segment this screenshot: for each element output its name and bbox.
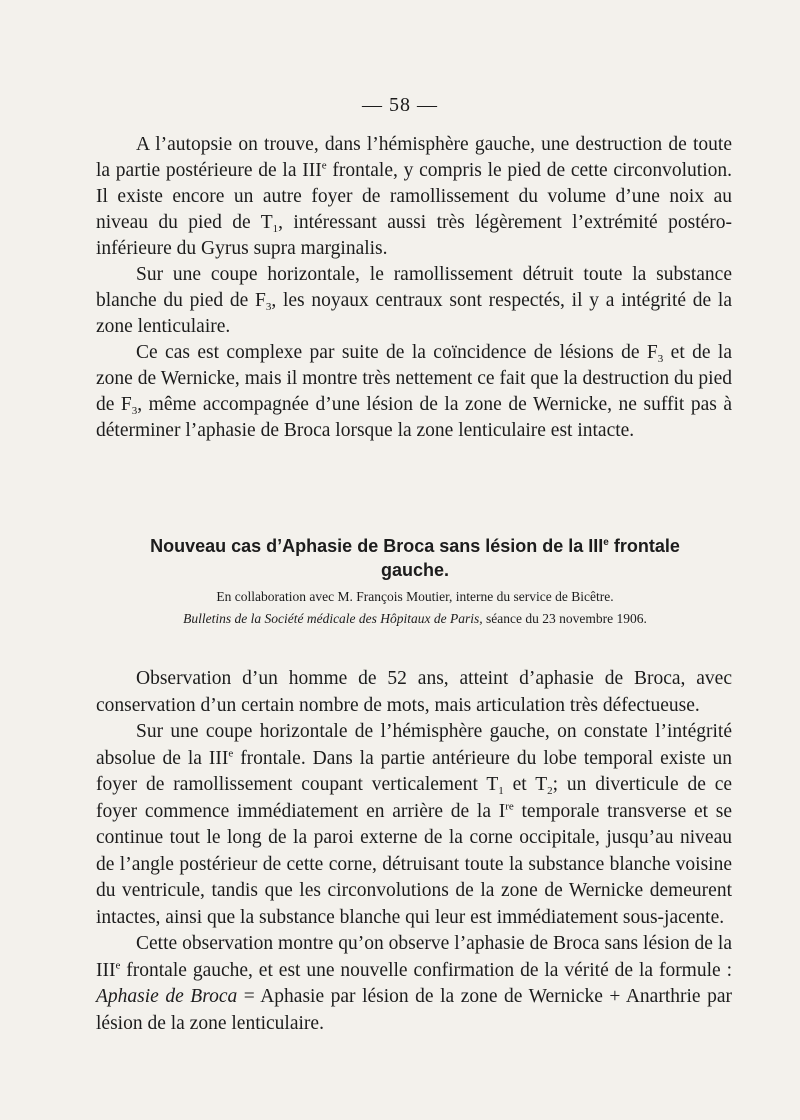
coupe-paragraph: Sur une coupe horizontale, le ramollissement détruit toute la substance blanche du pied de $F_3$, les noyaux centraux sont respectés, il y a intégrité de la zone lenticulaire. xyxy=(96,264,732,337)
conclusion-paragraph: Cette observation montre qu’on observe l’aphasie de Broca sans lésion de la IIIe frontale gauche, et est une nouvelle confirmation de la vérité de la formule : Aphasie de Broca = Aphasie par lésion de la zone de Wernicke + Anarthrie par lésion de la zone lenticulaire. xyxy=(96,933,732,1034)
new-case-text xyxy=(96,666,732,1037)
section-title: Nouveau cas d’Aphasie de Broca sans lésion de la IIIe frontale gauche. xyxy=(150,536,680,580)
findings-paragraph: Sur une coupe horizontale de l’hémisphère gauche, on constate l’intégrité absolue de la IIIe frontale. Dans la partie antérieure du lobe temporal existe un foyer de ramollissement coupant verticalement $T_1$ et $T_2$; un diverticule de ce foyer commence immédiatement en arrière de la Ire temporale transverse et se continue tout le long de la paroi externe de la corne occipitale, jusqu’au niveau de l’angle postérieur de cette corne, détruisant toute la substance blanche voisine du ventricule, tandis que les circonvolutions de la zone de Wernicke demeurent intactes, ainsi que la substance blanche qui leur est immédiatement sous-jacente. xyxy=(96,721,733,928)
seance-date: séance du 23 novembre 1906. xyxy=(482,611,647,626)
previous-case-text xyxy=(96,132,732,444)
observation-paragraph: Observation d’un homme de 52 ans, atteint d’aphasie de Broca, avec conservation d’un certain nombre de mots, mais articulation très défectueuse. xyxy=(96,668,732,716)
collaboration-line: En collaboration avec M. François Moutier, interne du service de Bicêtre. xyxy=(216,589,614,604)
complex-case-paragraph: Ce cas est complexe par suite de la coïncidence de lésions de $F_3$ et de la zone de Wernicke, mais il montre très nettement ce fait que la destruction du pied de $F_3$, même accompagnée d’une lésion de la zone de Wernicke, ne suffit pas à déterminer l’aphasie de Broca lorsque la zone lenticulaire est intacte. xyxy=(96,342,732,441)
byline xyxy=(80,586,750,630)
journal-title: Bulletins de la Société médicale des Hôpitaux de Paris, xyxy=(183,611,483,626)
page-number: — 58 — xyxy=(362,94,438,116)
citation-line xyxy=(80,608,750,630)
autopsy-paragraph: A l’autopsie on trouve, dans l’hémisphère gauche, une destruction de toute la partie postérieure de la IIIe frontale, y compris le pied de cette circonvolution. Il existe encore un autre foyer de ramollissement du volume d’une noix au niveau du pied de $T_1$, intéressant aussi très légèrement l’extrémité postéro-inférieure du Gyrus supra marginalis. xyxy=(96,134,733,259)
